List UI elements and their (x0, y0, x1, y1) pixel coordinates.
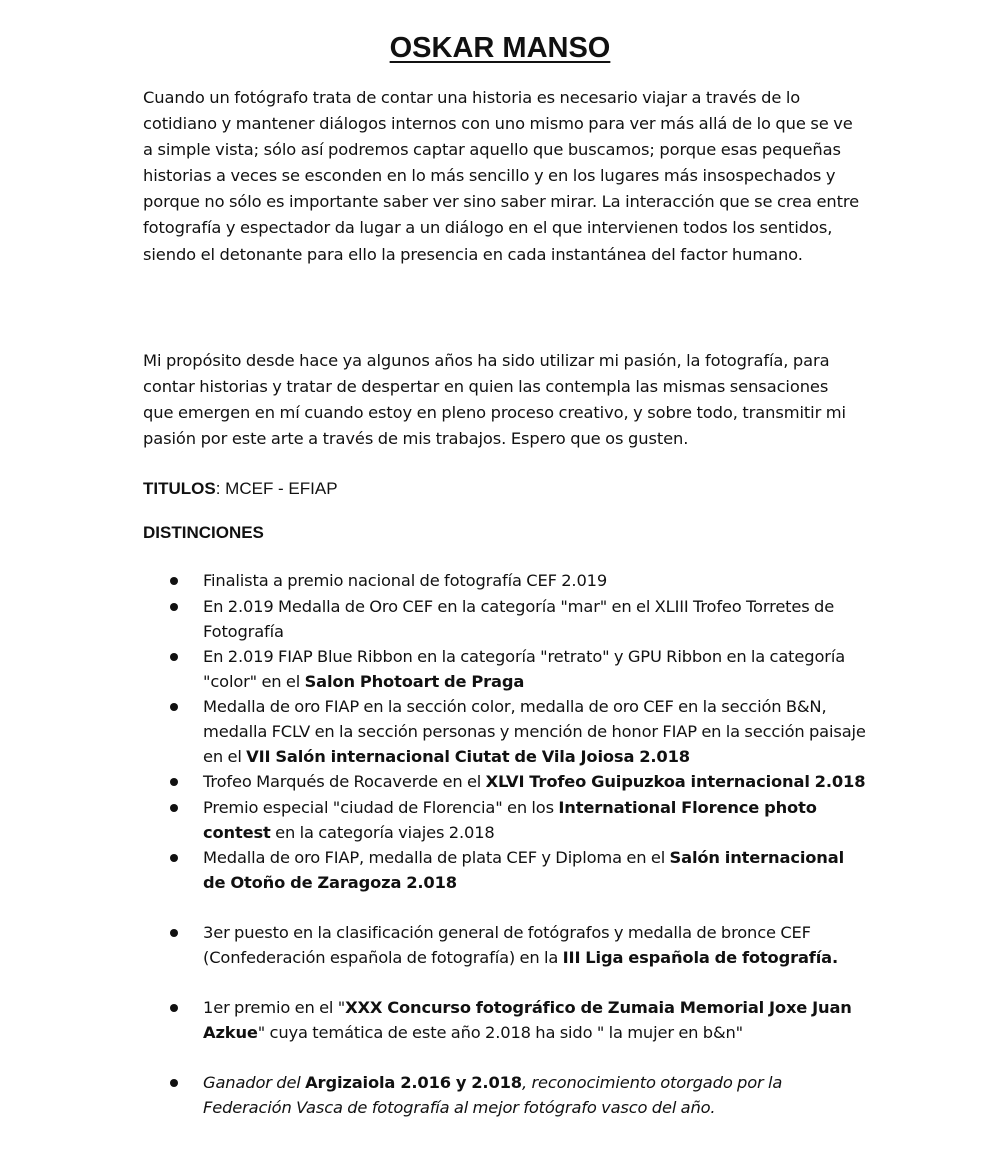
bullet-icon (170, 929, 178, 937)
bullet-icon (170, 804, 178, 812)
titulos-value: : MCEF - EFIAP (215, 479, 338, 498)
bullet-icon (170, 1079, 178, 1087)
list-item (203, 694, 868, 769)
list-item-text: Trofeo Marqués de Rocaverde en el (203, 772, 486, 791)
list-item (203, 568, 868, 593)
titulos-line (143, 477, 338, 501)
list-item-text: en la categoría viajes 2.018 (270, 823, 495, 842)
intro-paragraph-2: Mi propósito desde hace ya algunos años ha sido utilizar mi pasión, la fotografía, para contar historias y tratar de despertar en quien las contempla las mismas sensaciones que emergen en mí cuando estoy en pleno proceso creativo, y sobre todo, transmitir mi pasión por este arte a través de mis trabajos. Espero que os gusten. (143, 351, 846, 449)
list-item-text: , reconocimiento otorgado por la Federación Vasca de fotografía al mejor fotógrafo vasco del año. (203, 1073, 783, 1117)
titulos-label: TITULOS (143, 479, 216, 498)
list-item-highlight: VII Salón internacional Ciutat de Vila Joiosa 2.018 (246, 747, 690, 766)
list-item-highlight: XXX Concurso fotográfico de Zumaia Memorial Joxe Juan Azkue (203, 998, 852, 1042)
list-item-text: " cuya temática de este año 2.018 ha sido " la mujer en b&n" (257, 1023, 744, 1042)
list-item-text: En 2.019 FIAP Blue Ribbon en la categoría "retrato" y GPU Ribbon en la categoría "color" en el (203, 647, 846, 691)
list-item (203, 920, 868, 970)
list-item (203, 845, 868, 895)
bullet-icon (170, 778, 178, 786)
list-item-highlight: Salon Photoart de Praga (304, 672, 525, 691)
list-item-highlight: III Liga española de fotografía. (562, 948, 839, 967)
list-item (203, 995, 868, 1045)
list-item-highlight: Argizaiola 2.016 y 2.018 (305, 1073, 522, 1092)
distinciones-heading: DISTINCIONES (143, 523, 264, 542)
bullet-icon (170, 1004, 178, 1012)
bullet-icon (170, 577, 178, 585)
bullet-icon (170, 703, 178, 711)
list-item-text: Medalla de oro FIAP, medalla de plata CEF y Diploma en el (203, 848, 670, 867)
list-item-text: Premio especial "ciudad de Florencia" en los (203, 798, 559, 817)
list-item (203, 644, 868, 694)
bullet-icon (170, 603, 178, 611)
bullet-icon (170, 653, 178, 661)
intro-paragraph-1: Cuando un fotógrafo trata de contar una historia es necesario viajar a través de lo cotidiano y mantener diálogos internos con uno mismo para ver más allá de lo que se ve a simple vista; sólo así podremos captar aquello que buscamos; porque esas pequeñas historias a veces se esconden en lo más sencillo y en los lugares más insospechados y porque no sólo es importante saber ver sino saber mirar. La interacción que se crea entre fotografía y espectador da lugar a un diálogo en el que intervienen todos los sentidos, siendo el detonante para ello la presencia en cada instantánea del factor humano. (143, 88, 860, 264)
bullet-icon (170, 854, 178, 862)
list-item (203, 795, 868, 845)
list-item-highlight: International Florence photo contest (203, 798, 817, 842)
list-item-text: 3er puesto en la clasificación general de fotógrafos y medalla de bronce CEF (Confederación española de fotografía) en la (203, 923, 811, 967)
list-item-text: Finalista a premio nacional de fotografía CEF 2.019 (203, 571, 608, 590)
list-item-text: Medalla de oro FIAP en la sección color, medalla de oro CEF en la sección B&N, medalla FCLV en la sección personas y mención de honor FIAP en la sección paisaje en el (203, 697, 866, 766)
list-item-text: En 2.019 Medalla de Oro CEF en la categoría "mar" en el XLIII Trofeo Torretes de Fotografía (203, 597, 835, 641)
list-item (203, 594, 868, 644)
list-item-text: Ganador del (203, 1073, 306, 1092)
list-item (203, 1070, 868, 1120)
list-item-highlight: XLVI Trofeo Guipuzkoa internacional 2.018 (485, 772, 866, 791)
list-item-text: 1er premio en el " (203, 998, 346, 1017)
list-item-highlight: Salón internacional de Otoño de Zaragoza 2.018 (203, 848, 844, 892)
page-title: OSKAR MANSO (389, 32, 611, 64)
list-item (203, 769, 868, 794)
